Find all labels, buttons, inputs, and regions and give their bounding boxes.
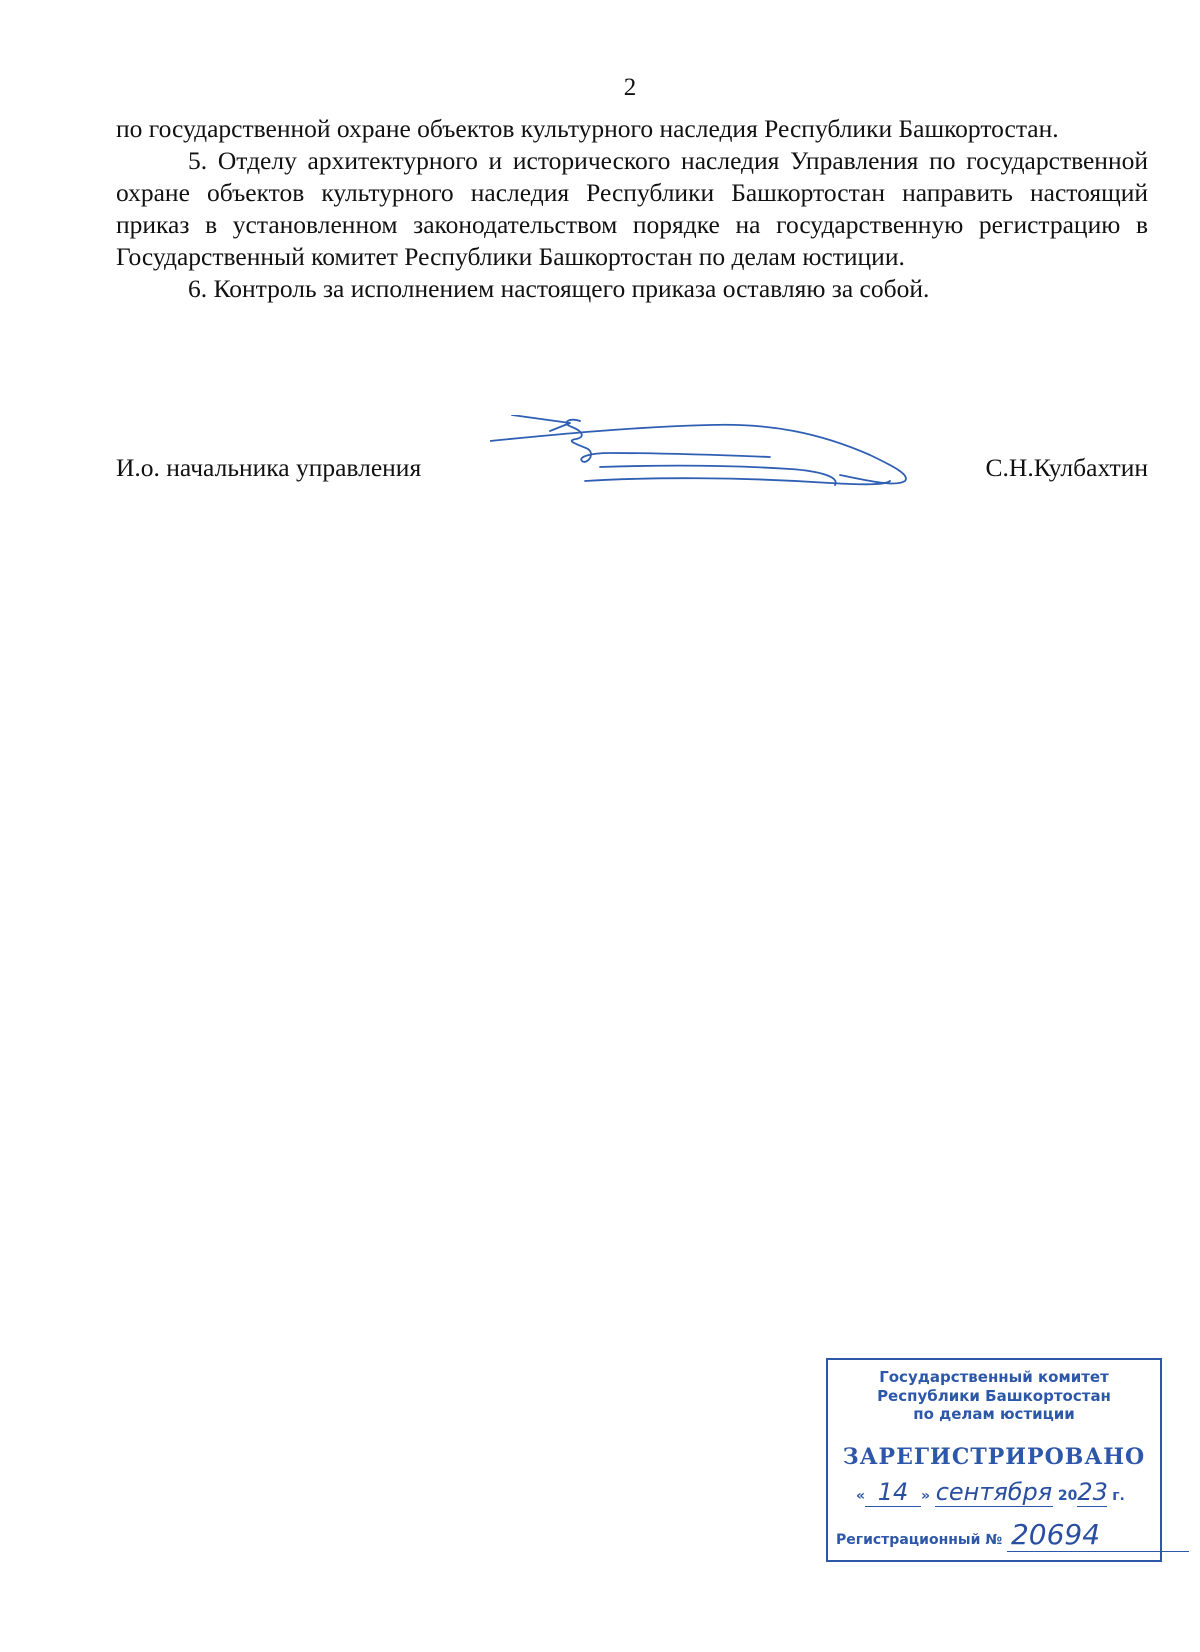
- stamp-date-month: сентября: [935, 1478, 1053, 1506]
- stamp-date-year-suffix: 23: [1077, 1478, 1108, 1506]
- stamp-date-open-quote: «: [856, 1488, 866, 1504]
- stamp-date-close-quote: »: [921, 1488, 931, 1504]
- document-body: [116, 113, 1148, 305]
- stamp-status: ЗАРЕГИСТРИРОВАНО: [842, 1444, 1146, 1470]
- paragraph-continuation: по государственной охране объектов культурного наследия Республики Башкортостан.: [116, 114, 1059, 143]
- handwritten-signature: [490, 415, 930, 515]
- signatory-title: И.о. начальника управления: [116, 453, 422, 482]
- stamp-org-line-2: Республики Башкортостан: [877, 1386, 1111, 1405]
- stamp-date-year-unit: г.: [1112, 1488, 1125, 1504]
- paragraph-item-5: 5. Отделу архитектурного и исторического наследия Управления по государственной охране объектов культурного наследия Республики Башкортостан направить настоящий приказ в установленном законодательством порядке на государственную регистрацию в Государственный комитет Республики Башкортостан по делам юстиции.: [116, 146, 1148, 271]
- page-number: 2: [623, 74, 637, 101]
- stamp-registration-number: [836, 1518, 1189, 1552]
- stamp-reg-label: Регистрационный №: [836, 1532, 1003, 1548]
- stamp-org-line-3: по делам юстиции: [913, 1405, 1075, 1423]
- stamp-date-year-prefix: 20: [1057, 1488, 1078, 1504]
- stamp-date: [856, 1478, 1125, 1507]
- stamp-date-day: 14: [865, 1478, 921, 1507]
- stamp-org-line-1: Государственный комитет: [879, 1368, 1109, 1386]
- stamp-reg-number: 20694: [1007, 1518, 1189, 1552]
- stamp-organization: [828, 1368, 1160, 1424]
- registration-stamp: [826, 1358, 1162, 1562]
- paragraph-item-6: 6. Контроль за исполнением настоящего приказа оставляю за собой.: [188, 274, 930, 303]
- signatory-name: С.Н.Кулбахтин: [985, 453, 1148, 482]
